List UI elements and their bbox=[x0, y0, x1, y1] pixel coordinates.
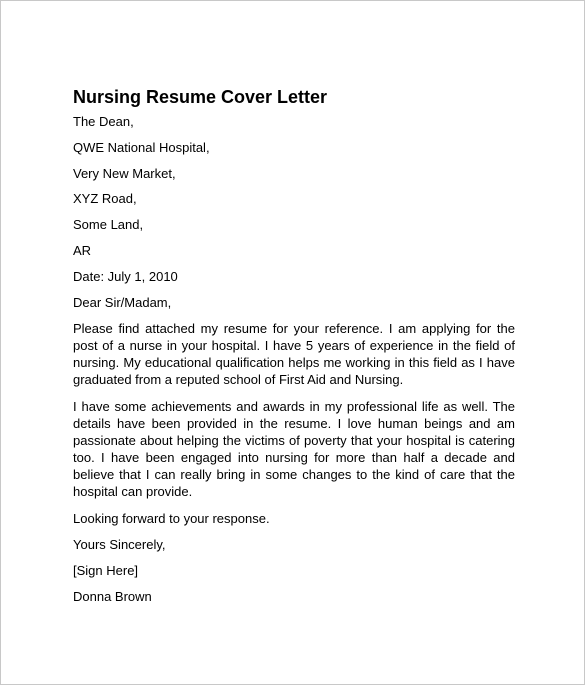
body-paragraph-1: Please find attached my resume for your reference. I am applying for the post of a nurse in your hospital. I have 5 years of experience in the field of nursing. My educational qualification helps me working in this field as I have graduated from a reputed school of First Aid and Nursing. bbox=[73, 321, 515, 387]
sender-name: Donna Brown bbox=[73, 589, 152, 604]
signature-placeholder: [Sign Here] bbox=[73, 563, 139, 578]
letter-title: Nursing Resume Cover Letter bbox=[73, 87, 328, 107]
body-paragraph-2: I have some achievements and awards in my professional life as well. The details have been provided in the resume. I love human beings and am passionate about helping the victims of poverty that your hospital is catering too. I have been engaged into nursing for more than half a decade and believe that I can really bring in some changes to the kind of care that the hospital can provide. bbox=[73, 399, 515, 499]
address-line-organization: QWE National Hospital, bbox=[73, 140, 210, 155]
letter-date: Date: July 1, 2010 bbox=[73, 269, 178, 284]
letter-salutation: Dear Sir/Madam, bbox=[73, 295, 172, 310]
letter-sign-off: Yours Sincerely, bbox=[73, 537, 166, 552]
letter-closing-line: Looking forward to your response. bbox=[73, 511, 270, 526]
address-line-recipient: The Dean, bbox=[73, 114, 134, 129]
address-line-street-2: XYZ Road, bbox=[73, 191, 137, 206]
address-line-state: AR bbox=[73, 243, 92, 258]
address-line-street-1: Very New Market, bbox=[73, 166, 176, 181]
address-line-city: Some Land, bbox=[73, 217, 144, 232]
